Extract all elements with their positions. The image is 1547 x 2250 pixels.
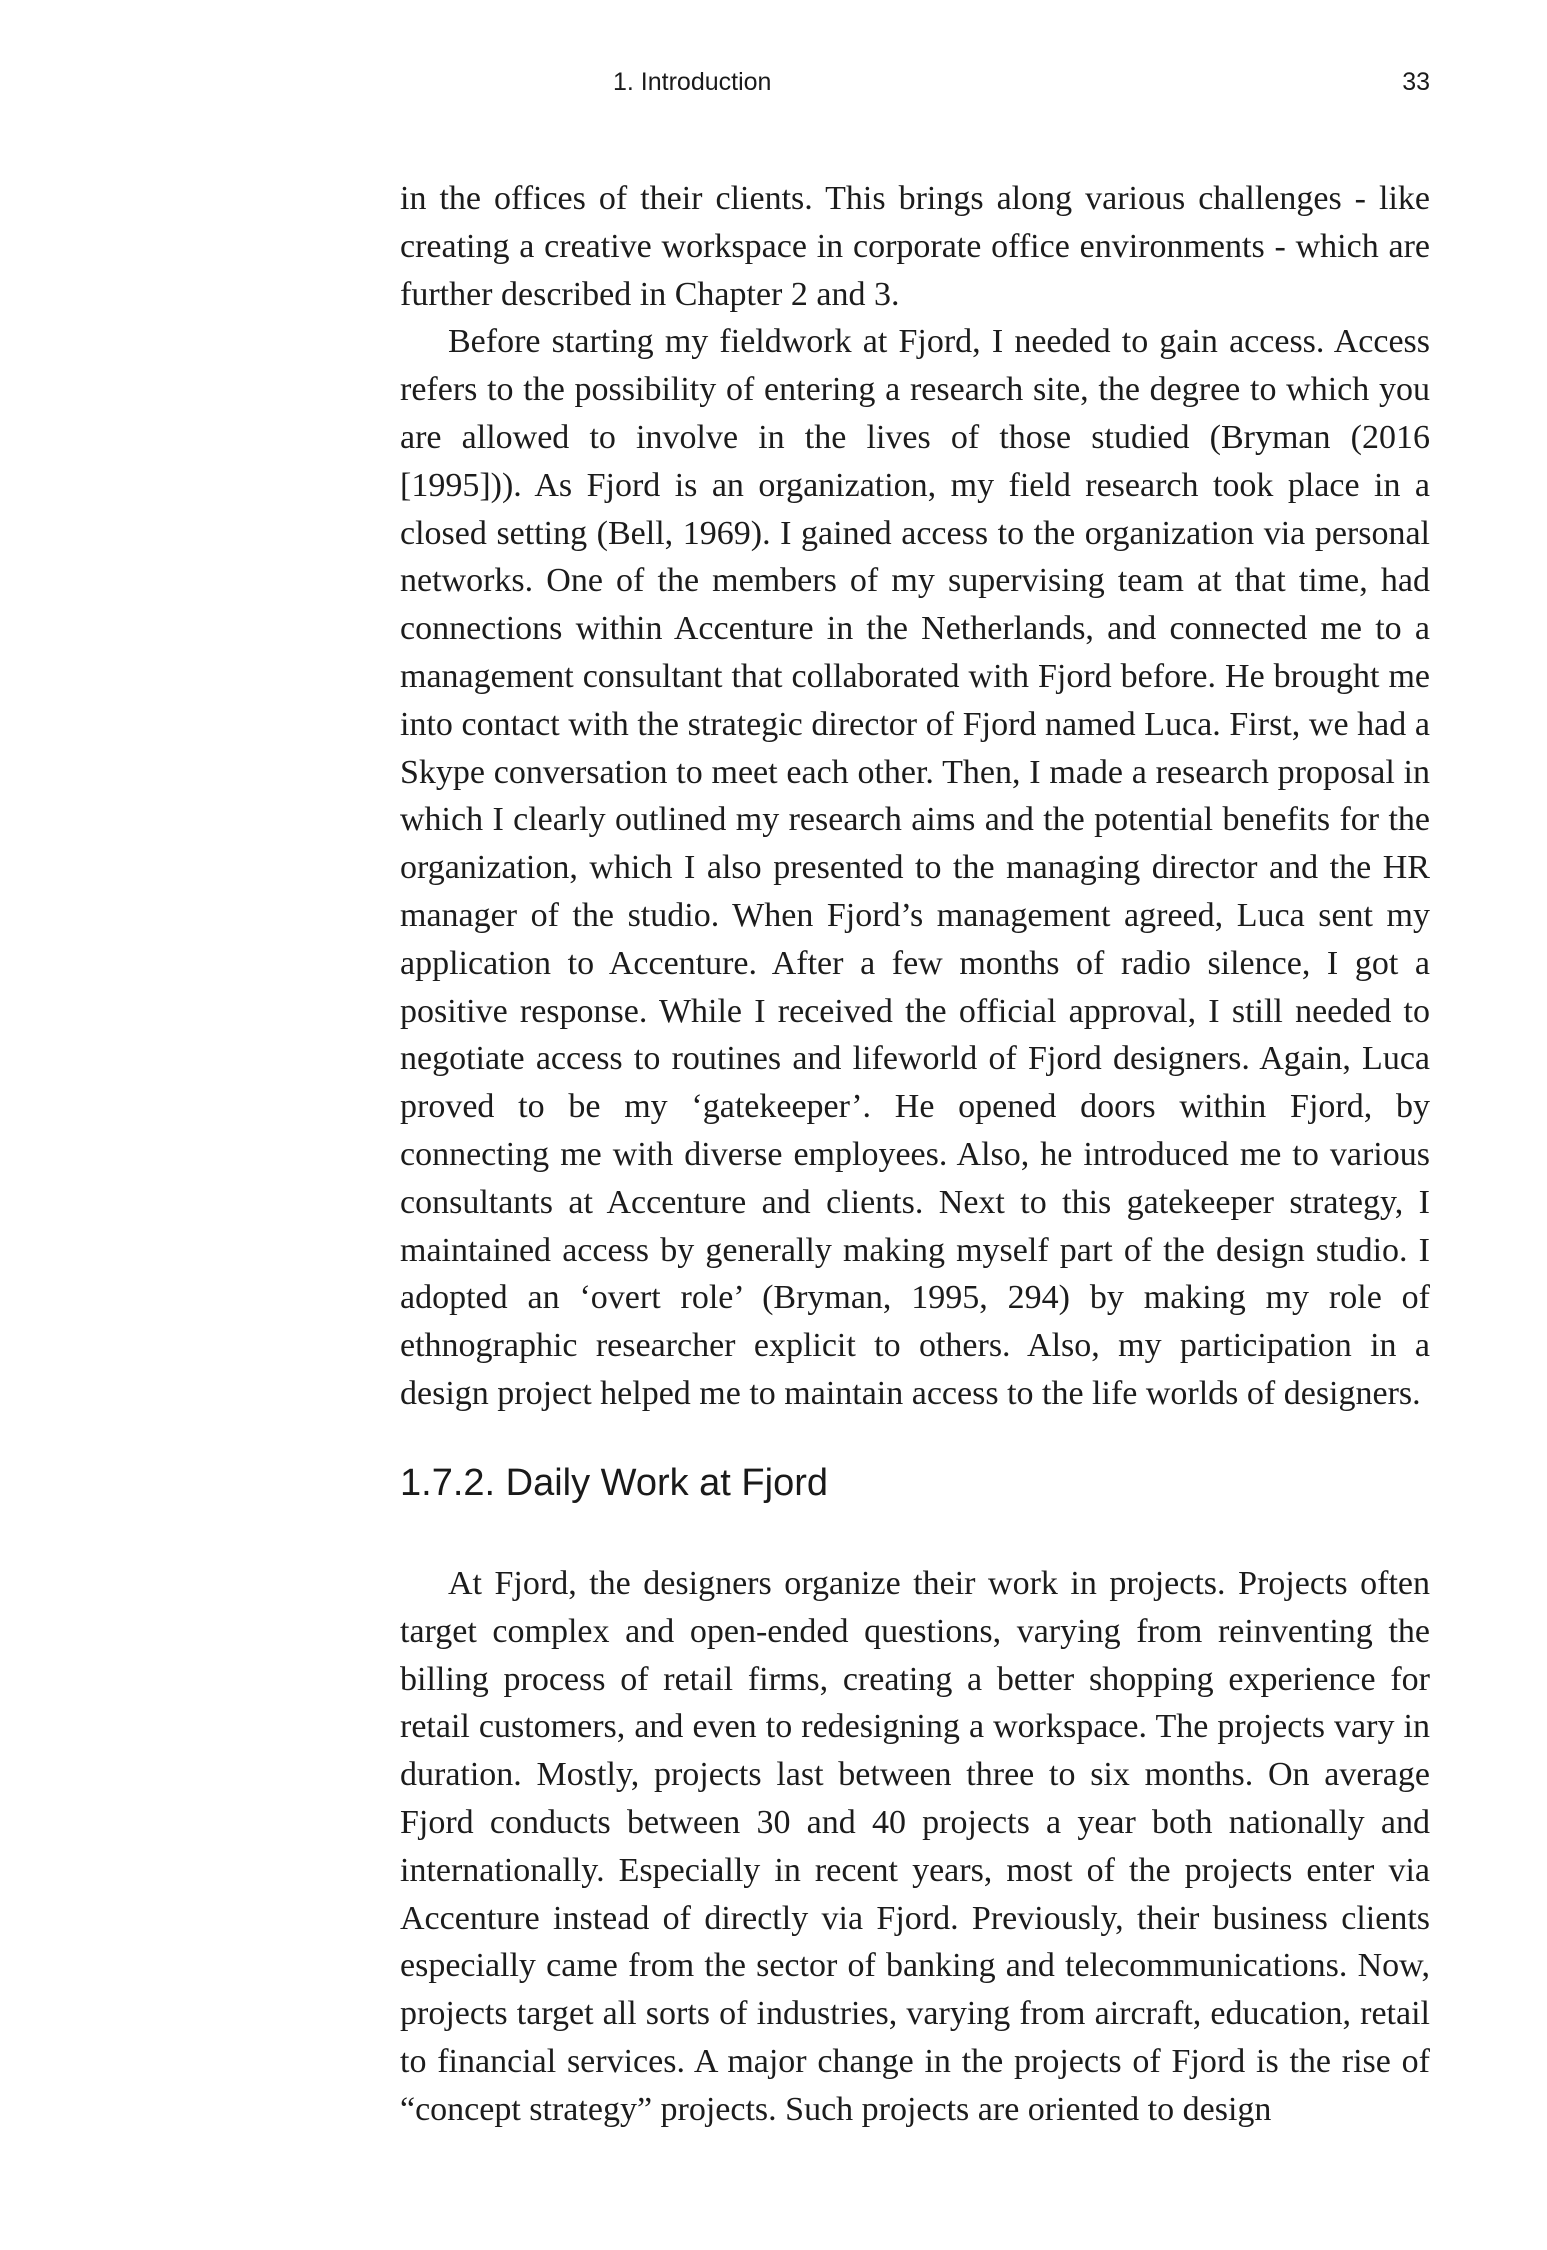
paragraph-daily-work: At Fjord, the designers organize their work in projects. Projects often target complex and open-ended questions, varying from reinventing the billing process of retail firms, creating a better shopping experience for retail customers, and even to redesigning a workspace. The projects vary in duration. Mostly, projects last between three to six months. On average Fjord conducts between 30 and 40 projects a year both nationally and internationally. Especially in recent years, most of the projects enter via Accenture instead of directly via Fjord. Previously, their business clients especially came from the sector of banking and telecommunications. Now, projects target all sorts of industries, varying from aircraft, education, retail to financial services. A major change in the projects of Fjord is the rise of “concept strategy” projects. Such projects are oriented to design xyxy=(400,1565,1430,2128)
paragraph-continuation: in the offices of their clients. This brings along various challenges - like creating a creative workspace in corporate office environments - which are further described in Chapter 2 and 3. xyxy=(400,180,1430,313)
section-heading: 1.7.2. Daily Work at Fjord xyxy=(400,1462,829,1504)
running-header xyxy=(400,68,1430,104)
header-section-title: 1. Introduction xyxy=(613,68,772,96)
paragraph-access: Before starting my fieldwork at Fjord, I needed to gain access. Access refers to the possibility of entering a research site, the degree to which you are allowed to involve in the lives of those studied (Bryman (2016 [1995])). As Fjord is an organization, my field research took place in a closed setting (Bell, 1969). I gained access to the organization via personal networks. One of the members of my supervising team at that time, had connections within Accenture in the Netherlands, and connected me to a management consultant that collaborated with Fjord before. He brought me into contact with the strategic director of Fjord named Luca. First, we had a Skype conversation to meet each other. Then, I made a research proposal in which I clearly outlined my research aims and the potential benefits for the organization, which I also presented to the managing director and the HR manager of the studio. When Fjord’s management agreed, Luca sent my application to Accenture. After a few months of radio silence, I got a positive response. While I received the official approval, I still needed to negotiate access to routines and lifeworld of Fjord designers. Again, Luca proved to be my ‘gatekeeper’. He opened doors within Fjord, by connecting me with diverse employees. Also, he introduced me to various consultants at Accenture and clients. Next to this gatekeeper strategy, I maintained access by generally making myself part of the design studio. I adopted an ‘overt role’ (Bryman, 1995, 294) by making my role of ethnographic researcher explicit to others. Also, my participation in a design project helped me to maintain access to the life worlds of designers. xyxy=(400,323,1430,1412)
page-number: 33 xyxy=(1402,68,1430,96)
body-text-block xyxy=(400,175,1430,1418)
section-body-text xyxy=(400,1560,1430,2134)
